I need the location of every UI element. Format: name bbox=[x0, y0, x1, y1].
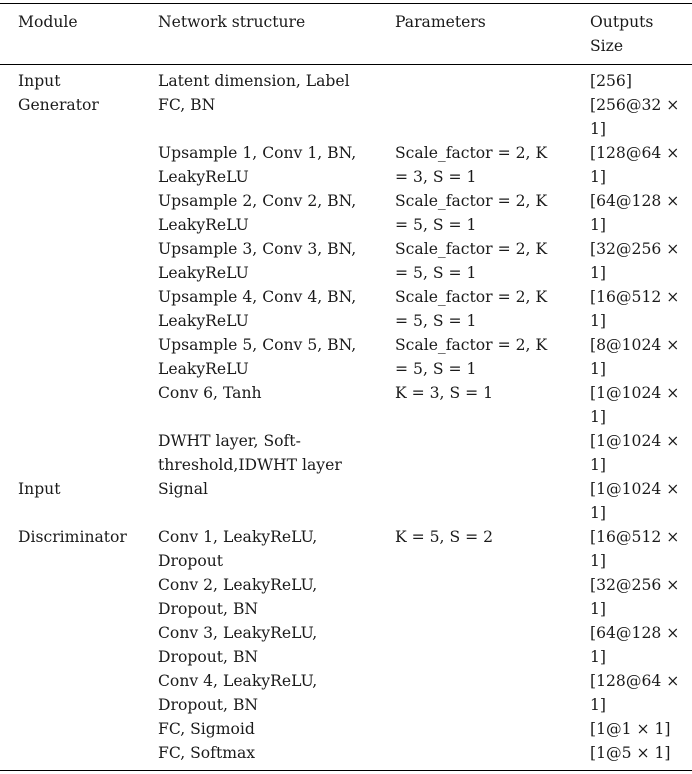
row-output: [1@5 × 1] bbox=[590, 744, 671, 762]
row-output: [128@64 × 1] bbox=[590, 144, 680, 186]
row-params: Scale_factor = 2, K = 5, S = 1 bbox=[395, 288, 548, 330]
header-outputs-size: Outputs Size bbox=[590, 13, 654, 55]
row-structure: DWHT layer, Soft- threshold,IDWHT layer bbox=[158, 432, 342, 474]
row-output: [1@1024 × 1] bbox=[590, 384, 680, 426]
row-output: [1@1 × 1] bbox=[590, 720, 671, 738]
table-top-rule bbox=[0, 3, 692, 4]
row-output: [32@256 × 1] bbox=[590, 240, 680, 282]
row-structure: Conv 6, Tanh bbox=[158, 384, 262, 402]
row-output: [256] [256@32 × 1] bbox=[590, 72, 680, 138]
row-params: Scale_factor = 2, K = 5, S = 1 bbox=[395, 192, 548, 234]
row-structure: FC, Softmax bbox=[158, 744, 256, 762]
row-structure: Upsample 1, Conv 1, BN, LeakyReLU bbox=[158, 144, 357, 186]
row-structure: Upsample 2, Conv 2, BN, LeakyReLU bbox=[158, 192, 357, 234]
row-structure: Upsample 5, Conv 5, BN, LeakyReLU bbox=[158, 336, 357, 378]
row-output: [1@1024 × 1] bbox=[590, 432, 680, 474]
table-bottom-rule bbox=[0, 770, 692, 771]
row-output: [128@64 × 1] bbox=[590, 672, 680, 714]
table-header-rule bbox=[0, 64, 692, 65]
row-module: Input bbox=[18, 480, 61, 498]
row-module: Input Generator bbox=[18, 72, 99, 114]
row-module: Discriminator bbox=[18, 528, 127, 546]
header-module: Module bbox=[18, 13, 78, 31]
row-params: K = 3, S = 1 bbox=[395, 384, 494, 402]
row-output: [32@256 × 1] bbox=[590, 576, 680, 618]
row-params: Scale_factor = 2, K = 5, S = 1 bbox=[395, 336, 548, 378]
row-structure: Signal bbox=[158, 480, 208, 498]
row-output: [64@128 × 1] bbox=[590, 624, 680, 666]
row-output: [16@512 × 1] bbox=[590, 528, 680, 570]
row-output: [1@1024 × 1] bbox=[590, 480, 680, 522]
row-structure: Conv 3, LeakyReLU, Dropout, BN bbox=[158, 624, 318, 666]
row-structure: Conv 1, LeakyReLU, Dropout bbox=[158, 528, 318, 570]
row-structure: Latent dimension, Label FC, BN bbox=[158, 72, 350, 114]
row-output: [8@1024 × 1] bbox=[590, 336, 680, 378]
row-structure: Conv 4, LeakyReLU, Dropout, BN bbox=[158, 672, 318, 714]
row-structure: Conv 2, LeakyReLU, Dropout, BN bbox=[158, 576, 318, 618]
row-structure: FC, Sigmoid bbox=[158, 720, 255, 738]
row-structure: Upsample 3, Conv 3, BN, LeakyReLU bbox=[158, 240, 357, 282]
row-params: Scale_factor = 2, K = 3, S = 1 bbox=[395, 144, 548, 186]
row-params: Scale_factor = 2, K = 5, S = 1 bbox=[395, 240, 548, 282]
header-network-structure: Network structure bbox=[158, 13, 306, 31]
row-structure: Upsample 4, Conv 4, BN, LeakyReLU bbox=[158, 288, 357, 330]
header-parameters: Parameters bbox=[395, 13, 486, 31]
row-params: K = 5, S = 2 bbox=[395, 528, 494, 546]
row-output: [16@512 × 1] bbox=[590, 288, 680, 330]
row-output: [64@128 × 1] bbox=[590, 192, 680, 234]
